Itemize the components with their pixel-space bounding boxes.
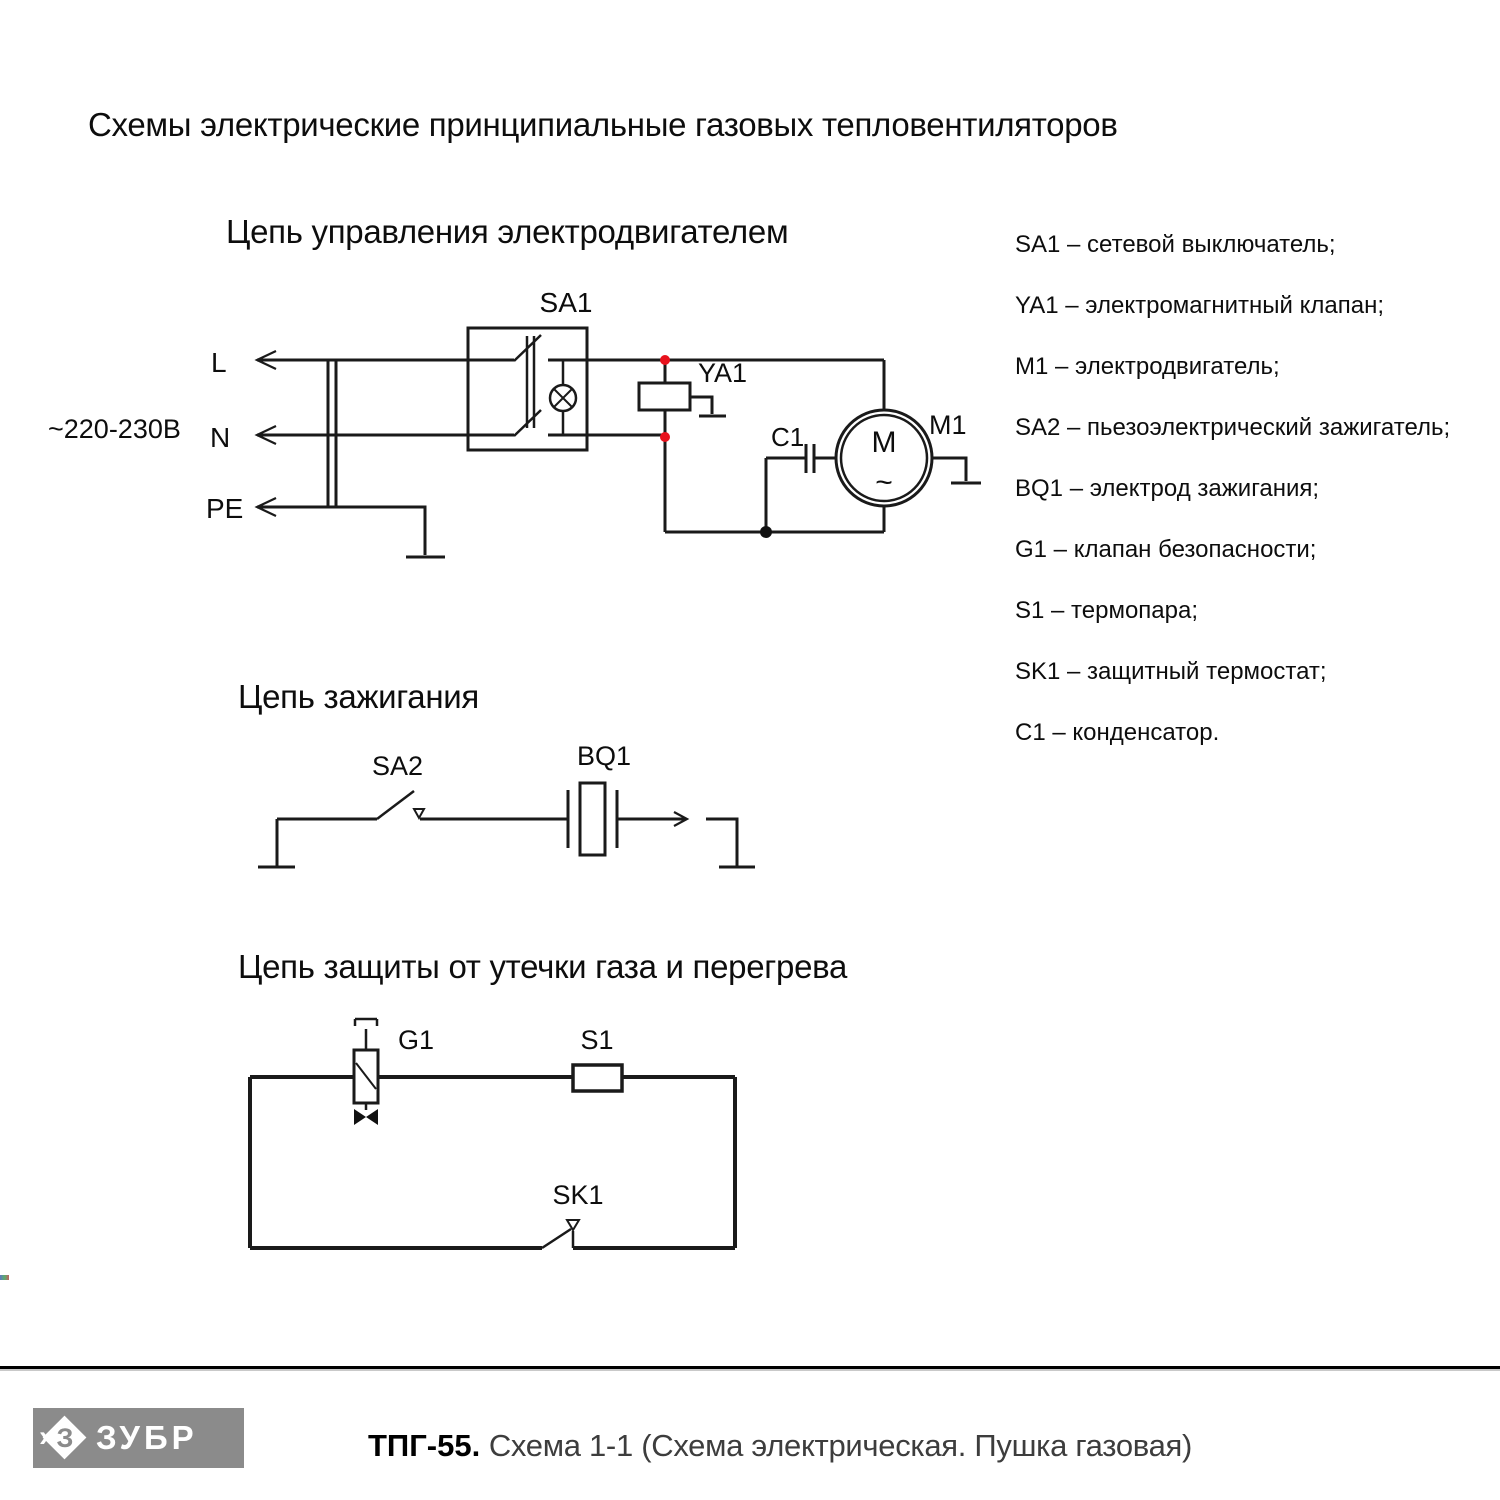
legend-item-sa2: SA2 – пьезоэлектрический зажигатель;	[1015, 414, 1451, 441]
model-number: ТПГ-55.	[368, 1428, 481, 1463]
sa1-lamp-cross	[554, 389, 572, 407]
circuit2-wires	[258, 819, 755, 867]
ya1-coil-box	[639, 383, 690, 410]
circuit3-title: Цепь защиты от утечки газа и перегрева	[238, 948, 848, 985]
sa2-switch-blade	[377, 791, 414, 819]
wire-l-label: L	[211, 347, 227, 378]
edge-artifact-mark	[0, 1275, 9, 1280]
circuit3-loop-wires	[250, 1077, 735, 1248]
s1-label: S1	[580, 1025, 614, 1055]
c1-capacitor-plates	[806, 444, 814, 473]
junction-dot-black	[760, 526, 772, 538]
page-title: Схемы электрические принципиальные газовых тепловентиляторов	[88, 106, 1118, 143]
ya1-label: YA1	[698, 358, 748, 388]
voltage-label: ~220-230В	[48, 414, 181, 444]
circuit1-title: Цепь управления электродвигателем	[226, 213, 789, 250]
legend-item-ya1: YA1 – электромагнитный клапан;	[1015, 292, 1385, 319]
junction-dot-red-top	[660, 355, 670, 365]
legend-item-m1: M1 – электродвигатель;	[1015, 353, 1280, 380]
g1-bowtie-left	[354, 1109, 366, 1125]
legend-item-sa1: SA1 – сетевой выключатель;	[1015, 231, 1336, 258]
g1-label: G1	[398, 1025, 435, 1055]
zubr-logo-icon	[39, 1415, 88, 1461]
m1-label: M1	[929, 410, 967, 440]
sa2-contact-triangle	[414, 809, 424, 818]
legend-item-c1: C1 – конденсатор.	[1015, 719, 1220, 746]
sk1-switch-blade	[542, 1229, 573, 1248]
c1-label: C1	[771, 422, 805, 452]
motor-ac-sign: ~	[875, 466, 893, 499]
zubr-logo	[33, 1408, 244, 1468]
bq1-crystal-box	[580, 783, 605, 855]
brand-initial: З	[56, 1422, 74, 1453]
circuit2-title: Цепь зажигания	[238, 678, 479, 715]
sk1-contact-triangle	[567, 1220, 579, 1230]
legend-item-s1: S1 – термопара;	[1015, 597, 1199, 624]
legend-item-bq1: BQ1 – электрод зажигания;	[1015, 475, 1320, 502]
motor-letter: M	[871, 426, 897, 459]
brand-name: ЗУБР	[96, 1419, 198, 1456]
circuit2-diagram	[258, 741, 755, 867]
legend-item-g1: G1 – клапан безопасности;	[1015, 536, 1317, 563]
scheme-caption: Схема 1-1 (Схема электрическая. Пушка газовая)	[488, 1428, 1193, 1463]
circuit1-wires	[257, 360, 966, 555]
footer-caption	[368, 1428, 1192, 1464]
wire-pe-label: PE	[206, 493, 244, 524]
junction-dot-red-bottom	[660, 432, 670, 442]
sk1-label: SK1	[552, 1180, 604, 1210]
chevron-icon: ›	[39, 1420, 49, 1453]
s1-thermocouple-box	[573, 1065, 622, 1091]
sa1-label: SA1	[539, 287, 593, 318]
sa1-switch-blades	[514, 335, 563, 436]
bq1-label: BQ1	[577, 741, 632, 771]
circuit3-diagram	[250, 1019, 735, 1248]
footer-divider	[0, 1366, 1500, 1371]
circuit1-diagram	[48, 287, 981, 557]
sa2-label: SA2	[372, 751, 424, 781]
g1-bowtie-right	[366, 1109, 378, 1125]
component-legend	[1015, 214, 1450, 763]
legend-item-sk1: SK1 – защитный термостат;	[1015, 658, 1327, 685]
wire-n-label: N	[210, 422, 231, 453]
